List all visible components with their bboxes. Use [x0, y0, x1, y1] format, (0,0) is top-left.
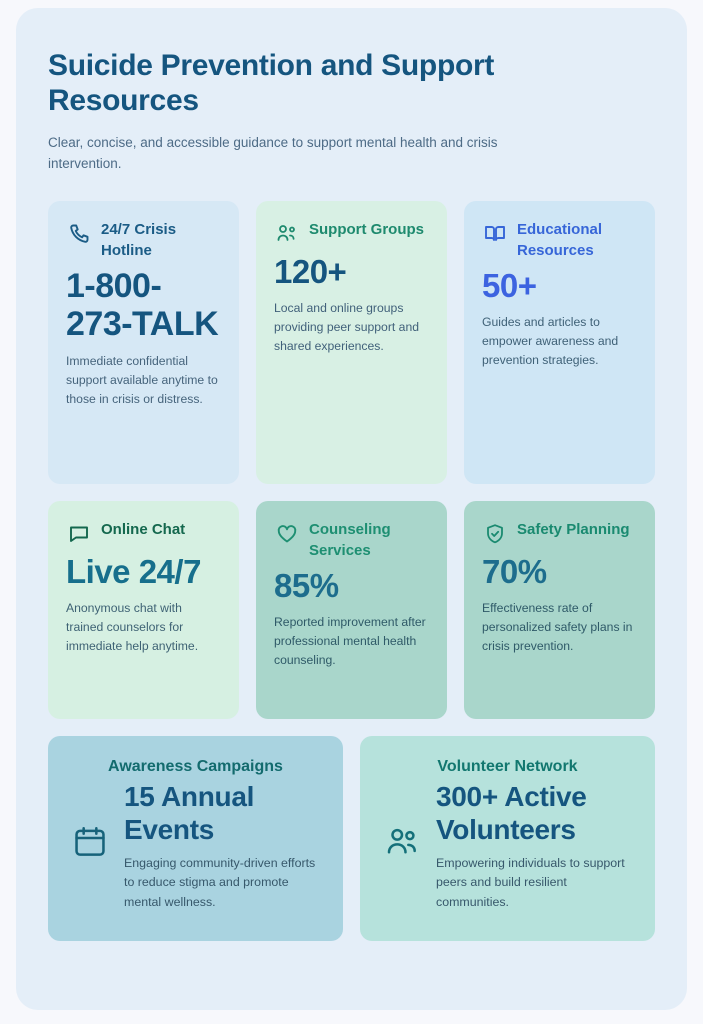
card-header: [274, 519, 429, 561]
card-body: [70, 780, 321, 913]
card-label: Awareness Campaigns: [108, 757, 283, 775]
card-volunteer-network[interactable]: [360, 736, 655, 941]
card-description: Effectiveness rate of personalized safety plans in crisis prevention.: [482, 600, 633, 653]
card-value: 50+: [482, 266, 537, 304]
people-group-icon: [382, 822, 422, 862]
card-value: 70%: [482, 552, 547, 590]
card-value: 1-800-273-TALK: [66, 266, 219, 344]
card-safety-planning[interactable]: [464, 501, 655, 719]
chat-bubble-icon: [66, 521, 92, 547]
calendar-icon: [70, 822, 110, 862]
card-header: [66, 519, 221, 547]
phone-icon: [66, 221, 92, 247]
card-text: [124, 780, 321, 913]
page-title: Suicide Prevention and Support Resources: [48, 49, 495, 118]
card-label: Counseling Services: [309, 520, 391, 559]
card-support-groups[interactable]: [256, 201, 447, 484]
card-description: Immediate confidential support available anytime to those in crisis or distress.: [66, 354, 218, 407]
card-label: Support Groups: [309, 220, 424, 238]
card-label: Volunteer Network: [437, 757, 578, 775]
card-description: Empowering individuals to support peers and build resilient communities.: [436, 855, 625, 909]
card-row-1: [48, 201, 655, 484]
card-text: [436, 780, 633, 913]
card-counseling-services[interactable]: [256, 501, 447, 719]
card-value: 120+: [274, 252, 347, 290]
card-label: 24/7 Crisis Hotline: [101, 220, 177, 259]
book-icon: [482, 221, 508, 247]
page-subtitle: Clear, concise, and accessible guidance to support mental health and crisis intervention.: [48, 134, 498, 171]
card-value: 85%: [274, 566, 339, 604]
card-educational-resources[interactable]: [464, 201, 655, 484]
card-description: Anonymous chat with trained counselors for immediate help anytime.: [66, 600, 199, 653]
card-header: [66, 219, 221, 261]
card-label: Educational Resources: [517, 220, 603, 259]
card-label: Safety Planning: [517, 520, 630, 538]
card-row-2: [48, 501, 655, 719]
card-header: [274, 219, 429, 247]
card-value: Live 24/7: [66, 552, 201, 590]
card-body: [382, 780, 633, 913]
card-label: Online Chat: [101, 520, 186, 538]
shield-check-icon: [482, 521, 508, 547]
card-description: Reported improvement after professional mental health counseling.: [274, 614, 426, 667]
card-header: [482, 219, 637, 261]
card-description: Local and online groups providing peer support and shared experiences.: [274, 300, 419, 353]
card-description: Guides and articles to empower awareness and prevention strategies.: [482, 314, 619, 367]
card-awareness-campaigns[interactable]: [48, 736, 343, 941]
card-value: 300+ Active Volunteers: [436, 780, 587, 845]
infographic-page: [16, 8, 687, 1010]
card-description: Engaging community-driven efforts to reduce stigma and promote mental wellness.: [124, 855, 316, 909]
card-header: [482, 519, 637, 547]
card-value: 15 Annual Events: [124, 780, 255, 845]
card-crisis-hotline[interactable]: [48, 201, 239, 484]
card-online-chat[interactable]: [48, 501, 239, 719]
card-row-3: [48, 736, 655, 941]
heart-icon: [274, 521, 300, 547]
people-icon: [274, 221, 300, 247]
